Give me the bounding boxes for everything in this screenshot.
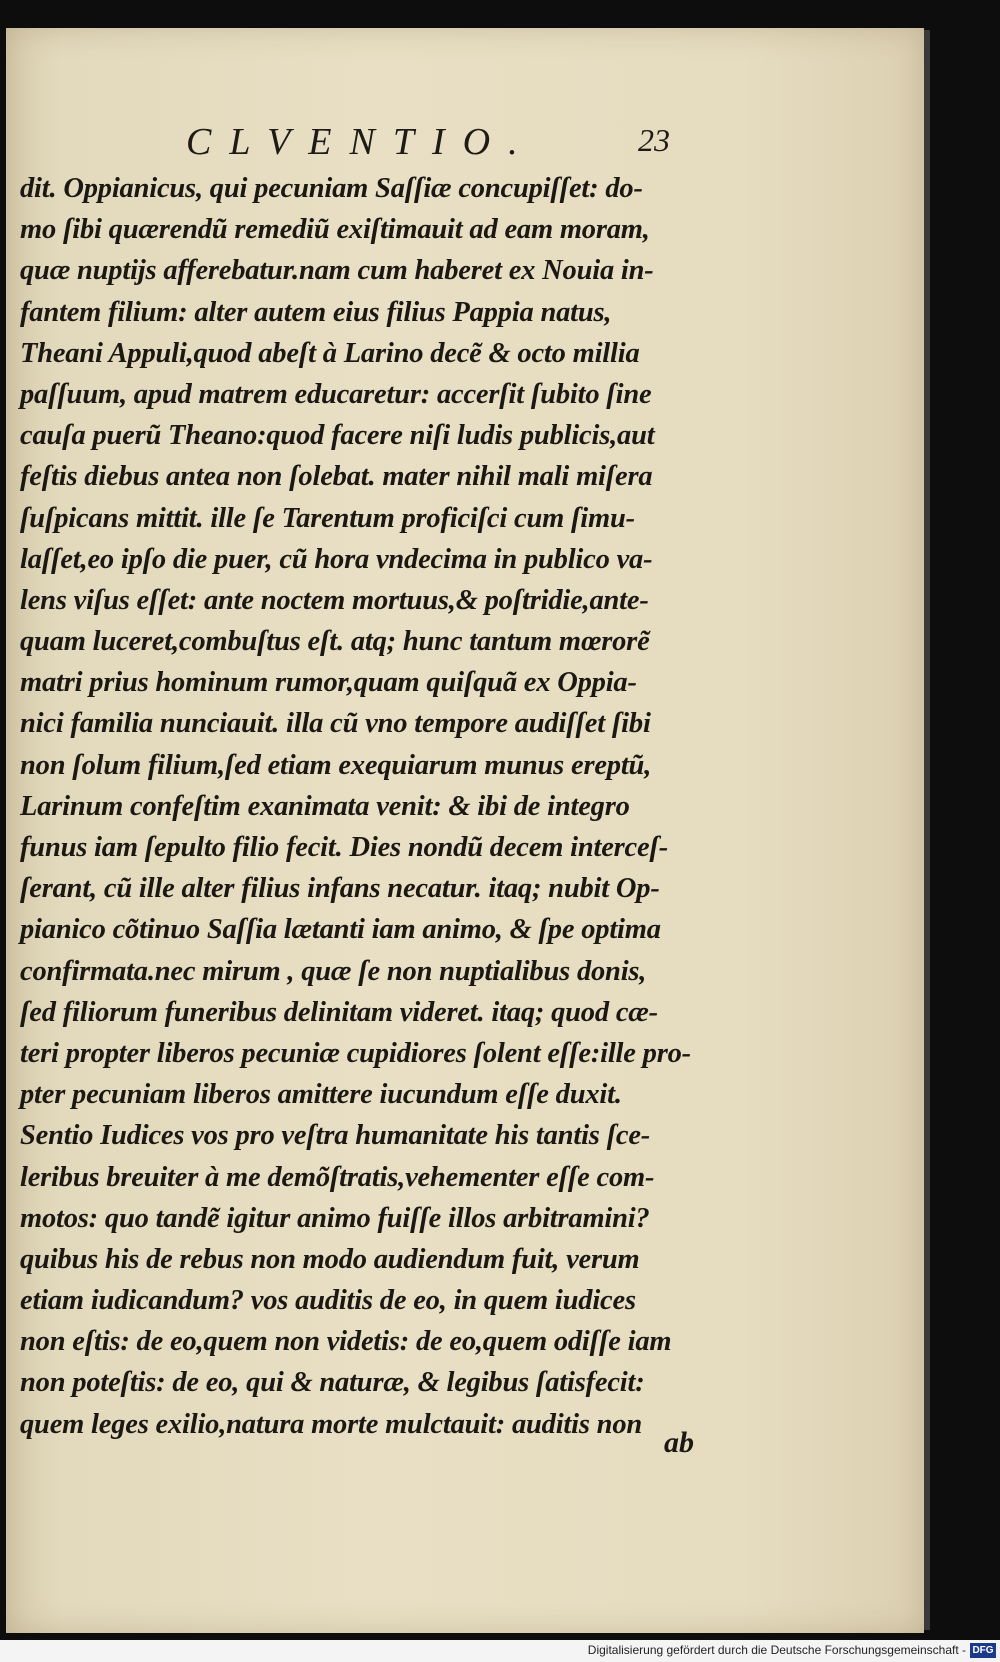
page-edge (924, 30, 930, 1630)
text-line: feſtis diebus antea non ſolebat. mater nihil mali miſera (20, 461, 653, 493)
text-line: motos: quo tandẽ igitur animo fuiſſe illos arbitramini? (20, 1202, 650, 1234)
text-line: mo ſibi quærendũ remediũ exiſtimauit ad eam moram, (20, 214, 650, 246)
text-line: Larinum confeſtim exanimata venit: & ibi de integro (20, 790, 630, 822)
footer-bar (0, 1640, 1000, 1662)
text-line: pter pecuniam liberos amittere iucundum eſſe duxit. (20, 1079, 622, 1111)
text-line: etiam iudicandum? vos auditis de eo, in quem iudices (20, 1285, 636, 1317)
running-title: CLVENTIO. (186, 121, 536, 163)
text-line: matri prius hominum rumor,quam quiſquã ex Oppia- (20, 667, 637, 699)
digitization-credit: Digitalisierung gefördert durch die Deutsche Forschungsgemeinschaft - (587, 1643, 966, 1657)
text-line: teri propter liberos pecuniæ cupidiores ſolent eſſe:ille pro- (20, 1037, 691, 1069)
body-text (20, 168, 750, 1445)
dfg-logo: DFG (970, 1643, 996, 1658)
text-line: confirmata.nec mirum , quæ ſe non nuptialibus donis, (20, 955, 647, 987)
text-line: funus iam ſepulto filio fecit. Dies nondũ decem interceſ- (20, 832, 669, 863)
book-page (6, 28, 924, 1633)
text-line: pianico cõtinuo Saſſia lætanti iam animo, & ſpe optima (20, 914, 661, 946)
text-line: quibus his de rebus non modo audiendum fuit, verum (20, 1243, 640, 1275)
text-line: ſuſpicans mittit. ille ſe Tarentum proficiſci cum ſimu- (20, 502, 635, 534)
text-line: paſſuum, apud matrem educaretur: accerſit ſubito ſine (20, 378, 652, 410)
text-line: dit. Oppianicus, qui pecuniam Saſſiæ concupiſſet: do- (20, 173, 643, 204)
text-line: quæ nuptijs afferebatur.nam cum haberet ex Nouia in- (20, 255, 654, 287)
text-line: ſerant, cũ ille alter filius infans necatur. itaq; nubit Op- (20, 873, 660, 905)
page-header (6, 120, 924, 170)
text-line: cauſa puerũ Theano:quod facere niſi ludis publicis,aut (20, 420, 655, 452)
text-line: non eſtis: de eo,quem non videtis: de eo,quem odiſſe iam (20, 1326, 672, 1358)
text-line: leribus breuiter à me demõſtratis,vehementer eſſe com- (20, 1161, 655, 1193)
text-line: laſſet,eo ipſo die puer, cũ hora vndecima in publico va- (20, 543, 653, 575)
text-line: Sentio Iudices vos pro veſtra humanitate his tantis ſce- (20, 1120, 651, 1152)
page-number: 23 (638, 122, 670, 158)
text-line: non poteſtis: de eo, qui & naturæ, & legibus ſatisfecit: (20, 1367, 645, 1399)
text-line: quem leges exilio,natura morte mulctauit: auditis non (20, 1408, 643, 1440)
catchword: ab (664, 1426, 694, 1459)
text-line: Theani Appuli,quod abeſt à Larino decẽ & octo millia (20, 337, 640, 369)
text-line: quam luceret,combuſtus eſt. atq; hunc tantum mœrorẽ (20, 626, 650, 658)
text-line: nici familia nunciauit. illa cũ vno tempore audiſſet ſibi (20, 708, 651, 740)
text-line: non ſolum filium,ſed etiam exequiarum munus ereptũ, (20, 749, 652, 781)
text-line: ſed filiorum funeribus delinitam videret. itaq; quod cæ- (20, 996, 658, 1028)
text-line: lens viſus eſſet: ante noctem mortuus,& poſtridie,ante- (20, 584, 649, 616)
text-line: fantem filium: alter autem eius filius Pappia natus, (20, 296, 612, 328)
